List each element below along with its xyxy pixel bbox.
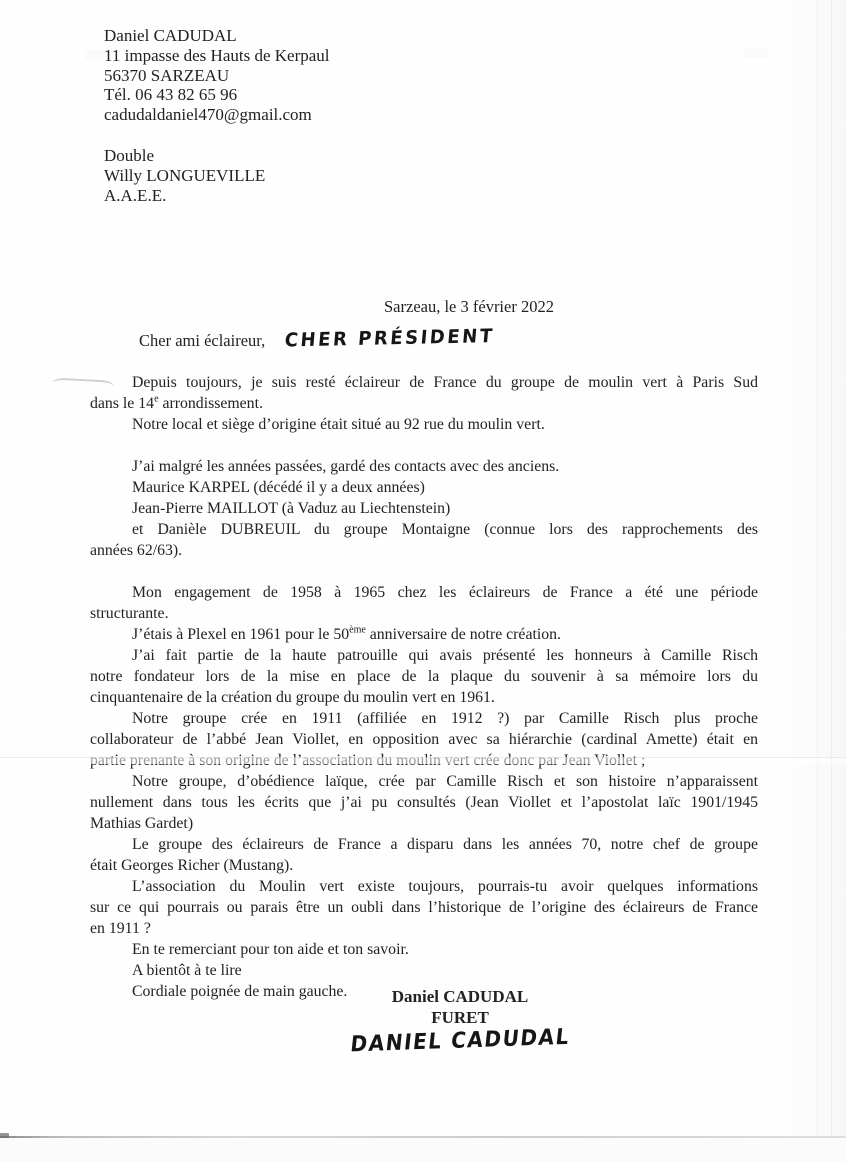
letter-line: Mon engagement de 1958 à 1965 chez les éclaireurs de France a été une période	[132, 584, 758, 601]
scan-bottom-edge-mark	[0, 1133, 9, 1138]
letter-line: cinquantenaire de la création du groupe du moulin vert en 1961.	[90, 689, 495, 706]
letter-line: Maurice KARPEL (décédé il y a deux années)	[132, 479, 425, 496]
letter-line: Cordiale poignée de main gauche.	[132, 983, 348, 1000]
salutation-typed: Cher ami éclaireur,	[139, 331, 266, 350]
letter-line: dans le 14e arrondissement.	[90, 393, 263, 412]
letter-line: Notre groupe crée en 1911 (affiliée en 1912 ?) par Camille Risch plus proche	[132, 710, 758, 727]
paragraph	[90, 834, 758, 876]
letter-line: L’association du Moulin vert existe toujours, pourrais-tu avoir quelques informations	[132, 878, 758, 895]
sender-address-block	[104, 26, 330, 125]
copy-label: Double	[104, 146, 155, 165]
signature-totem: FURET	[431, 1008, 489, 1027]
letter-line: années 62/63).	[90, 542, 183, 559]
sender-street: 11 impasse des Hauts de Kerpaul	[104, 45, 330, 65]
paragraph	[90, 771, 758, 834]
paragraph	[90, 372, 758, 414]
sender-city: 56370 SARZEAU	[104, 65, 230, 85]
dateline: Sarzeau, le 3 février 2022	[384, 297, 554, 316]
letter-line: nullement dans tous les écrits que j’ai pu consultés (Jean Viollet et l’apostolat laïc 1901/1945	[90, 794, 758, 811]
letter-body	[90, 372, 758, 1002]
paragraph	[90, 645, 758, 708]
signature-name: Daniel CADUDAL	[391, 987, 529, 1006]
letter-line: sur ce qui pourrais ou parais être un oubli dans l’historique de l’origine des éclaireurs de France	[90, 899, 758, 916]
scan-bottom-edge-line	[0, 1136, 846, 1138]
letter-line: collaborateur de l’abbé Jean Viollet, en opposition avec sa hiérarchie (cardinal Amette) était en	[90, 731, 758, 748]
letter-line: était Georges Richer (Mustang).	[90, 857, 294, 874]
letter-line: Jean-Pierre MAILLOT (à Vaduz au Liechtenstein)	[132, 500, 451, 517]
letter-line: A bientôt à te lire	[132, 962, 242, 979]
copy-recipient-name: Willy LONGUEVILLE	[104, 165, 266, 185]
scan-smudge	[85, 50, 111, 60]
page-edge-line	[817, 0, 818, 1162]
letter-line: et Danièle DUBREUIL du groupe Montaigne (connue lors des rapprochements des	[132, 521, 758, 538]
paragraph	[90, 624, 758, 645]
letter-line: Notre local et siège d’origine était situé au 92 rue du moulin vert.	[132, 416, 545, 433]
letter-line: structurante.	[90, 605, 169, 622]
letter-line: Le groupe des éclaireurs de France a disparu dans les années 70, notre chef de groupe	[132, 836, 758, 853]
copy-recipient-org: A.A.E.E.	[104, 185, 167, 205]
page-edge-line	[831, 0, 832, 1162]
letter-line: J’ai malgré les années passées, gardé des contacts avec des anciens.	[132, 458, 560, 475]
letter-line: Mathias Gardet)	[90, 815, 194, 832]
letter-line: notre fondateur lors de la mise en place de la plaque du souvenir à sa mémoire lors du	[90, 668, 758, 685]
letter-line: En te remerciant pour ton aide et ton savoir.	[132, 941, 409, 958]
page-edge-shadow	[778, 0, 846, 1162]
letter-line: Depuis toujours, je suis resté éclaireur de France du groupe de moulin vert à Paris Sud	[132, 374, 758, 391]
paragraph	[90, 414, 758, 435]
letter-line: Notre groupe, d’obédience laïque, crée par Camille Risch et son histoire n’apparaissent	[132, 773, 758, 790]
signature-block	[345, 986, 575, 1057]
letter-line: J’ai fait partie de la haute patrouille qui avais présenté les honneurs à Camille Risch	[132, 647, 758, 664]
sender-phone: Tél. 06 43 82 65 96	[104, 85, 238, 105]
copy-block	[104, 146, 265, 205]
paragraph	[90, 477, 758, 498]
paragraph	[90, 498, 758, 519]
paragraph	[90, 960, 758, 981]
scan-bottom-margin	[0, 1138, 846, 1162]
paragraph	[90, 456, 758, 477]
sender-email: cadudaldaniel470@gmail.com	[104, 105, 312, 125]
sender-name: Daniel CADUDAL	[104, 26, 237, 45]
paragraph	[90, 519, 758, 561]
letter-line: J’étais à Plexel en 1961 pour le 50ème anniversaire de notre création.	[132, 624, 561, 643]
scan-smudge	[744, 48, 768, 58]
paragraph	[90, 939, 758, 960]
salutation-row	[139, 325, 496, 352]
paragraph	[90, 582, 758, 624]
signature-handwritten: DANIEL CADUDAL	[348, 1022, 572, 1057]
letter-line: en 1911 ?	[90, 920, 151, 937]
salutation-handwritten: CHER PRÉSIDENT	[284, 325, 496, 352]
scan-fold-line	[0, 757, 846, 764]
paragraph	[90, 876, 758, 939]
